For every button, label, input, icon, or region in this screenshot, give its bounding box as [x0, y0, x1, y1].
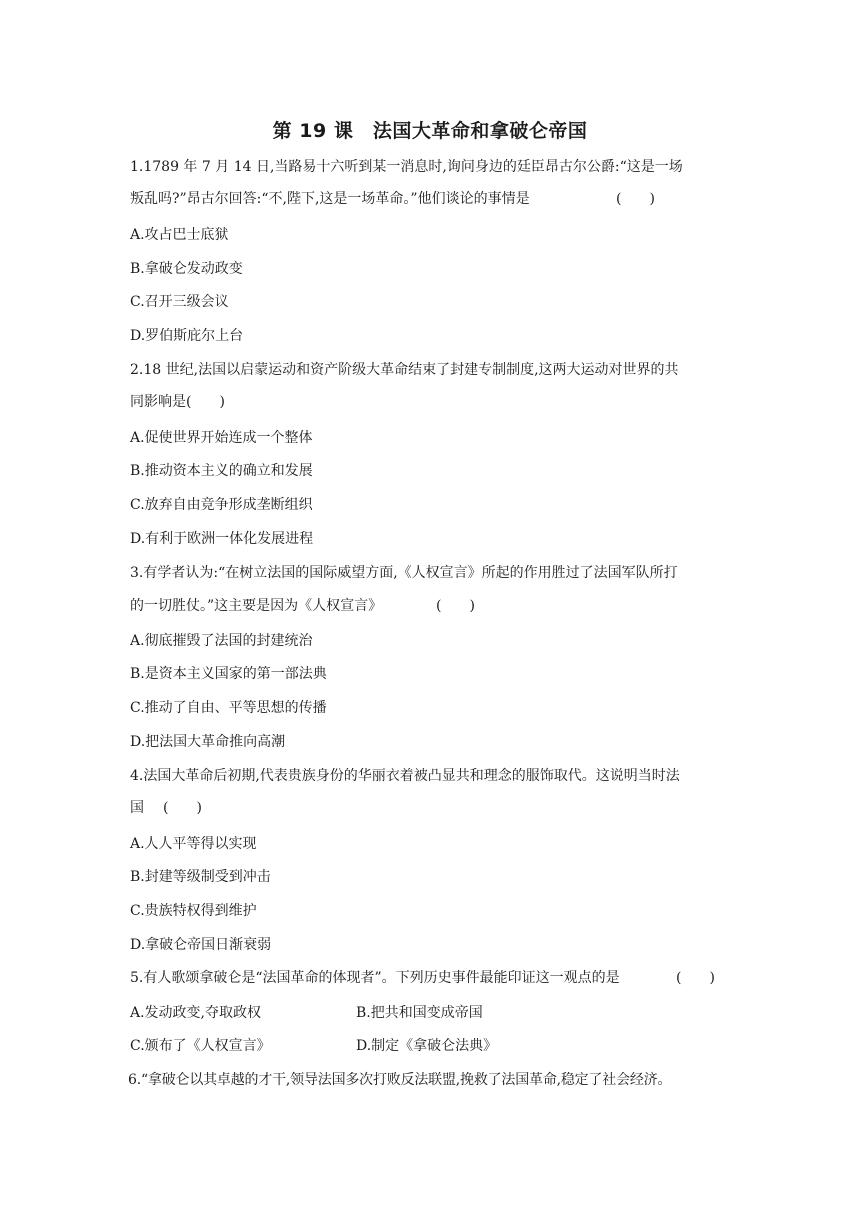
question-1-option-c: C.召开三级会议: [130, 294, 229, 310]
question-1-option-b: B.拿破仑发动政变: [130, 261, 243, 277]
question-5-option-d: D.制定《拿破仑法典》: [356, 1038, 498, 1054]
question-4-line-2: [130, 798, 742, 818]
question-4-option-b: B.封建等级制受到冲击: [130, 869, 271, 885]
answer-blank: ( ): [676, 970, 715, 986]
answer-blank: ( ): [616, 191, 655, 207]
question-5-text: 5.有人歌颂拿破仑是“法国革命的体现者”。下列历史事件最能印证这一观点的是: [130, 970, 620, 986]
page-title: 第 19 课 法国大革命和拿破仑帝国: [272, 120, 588, 142]
question-5-option-a: A.发动政变,夺取政权: [130, 1005, 262, 1021]
question-4-line-1: 4.法国大革命后初期,代表贵族身份的华丽衣着被凸显共和理念的服饰取代。这说明当时法: [130, 768, 680, 784]
question-3-option-a: A.彻底摧毁了法国的封建统治: [130, 633, 313, 649]
question-2-option-b: B.推动资本主义的确立和发展: [130, 463, 313, 479]
question-1-option-d: D.罗伯斯庇尔上台: [130, 328, 244, 344]
question-3-line-1: 3.有学者认为:“在树立法国的国际威望方面,《人权宣言》所起的作用胜过了法国军队所打: [130, 565, 678, 581]
question-3-text: 的一切胜仗。”这主要是因为《人权宣言》: [130, 598, 383, 614]
question-5-option-c: C.颁布了《人权宣言》: [130, 1038, 271, 1054]
question-4-text: 国: [130, 800, 144, 816]
question-3-option-b: B.是资本主义国家的第一部法典: [130, 666, 327, 682]
question-2-option-a: A.促使世界开始连成一个整体: [130, 430, 313, 446]
question-5-option-b: B.把共和国变成帝国: [356, 1005, 483, 1021]
question-1-line-1: 1.1789 年 7 月 14 日,当路易十六听到某一消息时,询问身边的廷臣昂古尔公爵:“这是一场: [130, 159, 683, 175]
answer-blank: ( ): [436, 598, 475, 614]
question-3-line-2: [130, 596, 742, 616]
question-2-option-c: C.放弃自由竞争形成垄断组织: [130, 497, 313, 513]
question-6-line-1: 6.“拿破仑以其卓越的才干,领导法国多次打败反法联盟,挽救了法国革命,稳定了社会经济。: [128, 1072, 672, 1088]
question-1-line-2: [130, 189, 742, 209]
question-4-option-c: C.贵族特权得到维护: [130, 903, 257, 919]
question-3-option-c: C.推动了自由、平等思想的传播: [130, 700, 327, 716]
question-1-text: 叛乱吗?”昂古尔回答:“不,陛下,这是一场革命。”他们谈论的事情是: [130, 191, 530, 207]
answer-blank: ( ): [163, 800, 202, 816]
question-2-option-d: D.有利于欧洲一体化发展进程: [130, 531, 314, 547]
question-3-option-d: D.把法国大革命推向高潮: [130, 734, 286, 750]
question-1-option-a: A.攻占巴士底狱: [130, 227, 229, 243]
question-4-option-d: D.拿破仑帝国日渐衰弱: [130, 937, 272, 953]
question-4-option-a: A.人人平等得以实现: [130, 836, 257, 852]
question-5-line-1: [130, 968, 742, 988]
question-2-line-2: 同影响是( ): [130, 394, 225, 410]
question-2-line-1: 2.18 世纪,法国以启蒙运动和资产阶级大革命结束了封建专制制度,这两大运动对世界的共: [130, 362, 679, 378]
